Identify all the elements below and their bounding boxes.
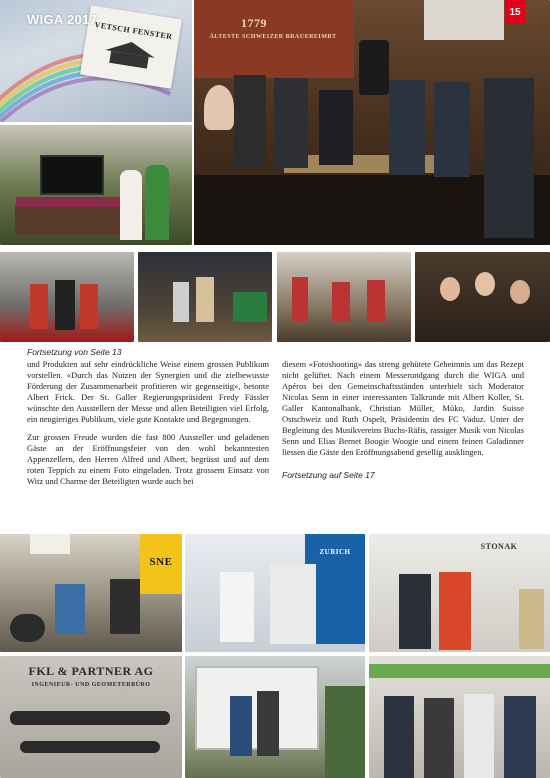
continued-on: Fortsetzung auf Seite 17 [282, 470, 375, 480]
photo-red-carpet-group [0, 252, 134, 342]
year-sign: 1779 [241, 16, 267, 30]
photo-brewery-stand [194, 0, 550, 245]
photo-fkl-partner [0, 656, 182, 778]
zurich-sign: ZURICH [319, 548, 351, 556]
article-paragraph: diesem «Fotoshooting» das streng gehütete Geheimnis um das Rezept nicht gelüftet. Nach einem Messerundgang durch die WIGA und Apéros bei den Gemeinschaftsständen unterhielt sich Moderator Nicolas Senn in einer interessanten Talkrunde mit Albert Koller, St. Galler Kantonalbank, Christian Müller, Müko, Jardin Suisse Ostschweiz und Ruth Ospelt, Präsidentin des FC Vaduz. Unter der Begleitung des Musikvereins Buchs-Räfis, rassiger Musik von Nicolas Senn und Elias Bernet Boogie Woogie und einem feinen Galadinner liessen die Gäste den Eröffnungsabend gesellig ausklingen. [282, 359, 524, 457]
photo-stonak-stand [369, 534, 550, 652]
photo-sne-scooters [0, 534, 182, 652]
photo-stage-show [138, 252, 272, 342]
photo-stand-plants [0, 125, 192, 245]
photo-zurich-handshake [185, 534, 365, 652]
photo-crowd-selfie [415, 252, 550, 342]
vetsch-sign-text: VETSCH FENSTER [93, 20, 174, 42]
fkl-sign: FKL & PARTNER AG [28, 664, 154, 678]
stonak-sign: STONAK [480, 542, 518, 551]
article-paragraph: Zur grossen Freude wurden die fast 800 Aussteller und geladenen Gäste an der Eröffnungsfeier von den wohl bekanntesten Appenzellern, den Herren Alfred und Albert, begrüsst und auf dem roten Teppich zu einem Foto eingeladen. Trotz grossem Einsatz von Witz und Charme der Beteiligten wurde auch bei [27, 432, 269, 486]
photo-group-four [369, 656, 550, 778]
sne-sign: SNE [149, 556, 173, 568]
continued-from: Fortsetzung von Seite 13 [27, 347, 122, 357]
page-number: 15 [505, 0, 525, 24]
photo-caravan-visitors [185, 656, 365, 778]
article-paragraph: und Produkten auf sehr eindrückliche Weise einem grossen Publikum vorstellen. «Durch das Nutzen der Synergien und die zielbewusste Förderung der Zusammenarbeit profitieren wir gegenseitig», betonte Albert Frick. Der St. Galler Regierungspräsident Fredy Fässler wünschte den Ausstellern der Messe und allen Beteiligten viel Erfolg, ein neugieriges Publikum, viele gute Kontakte und Begegnungen. [27, 359, 269, 424]
brewery-sign: ÄLTESTE SCHWEIZER BRAUEREIMRT [209, 34, 337, 40]
article-column-2 [282, 359, 524, 481]
article-column-1 [27, 359, 269, 494]
photo-musicians [277, 252, 411, 342]
house-icon [103, 38, 156, 70]
fkl-subsign: INGENIEUR- UND GEOMETERBÜRO [31, 682, 151, 688]
issue-label: WIGA 2017 [27, 12, 98, 27]
photo-rainbow-vetsch-sign [0, 0, 192, 122]
